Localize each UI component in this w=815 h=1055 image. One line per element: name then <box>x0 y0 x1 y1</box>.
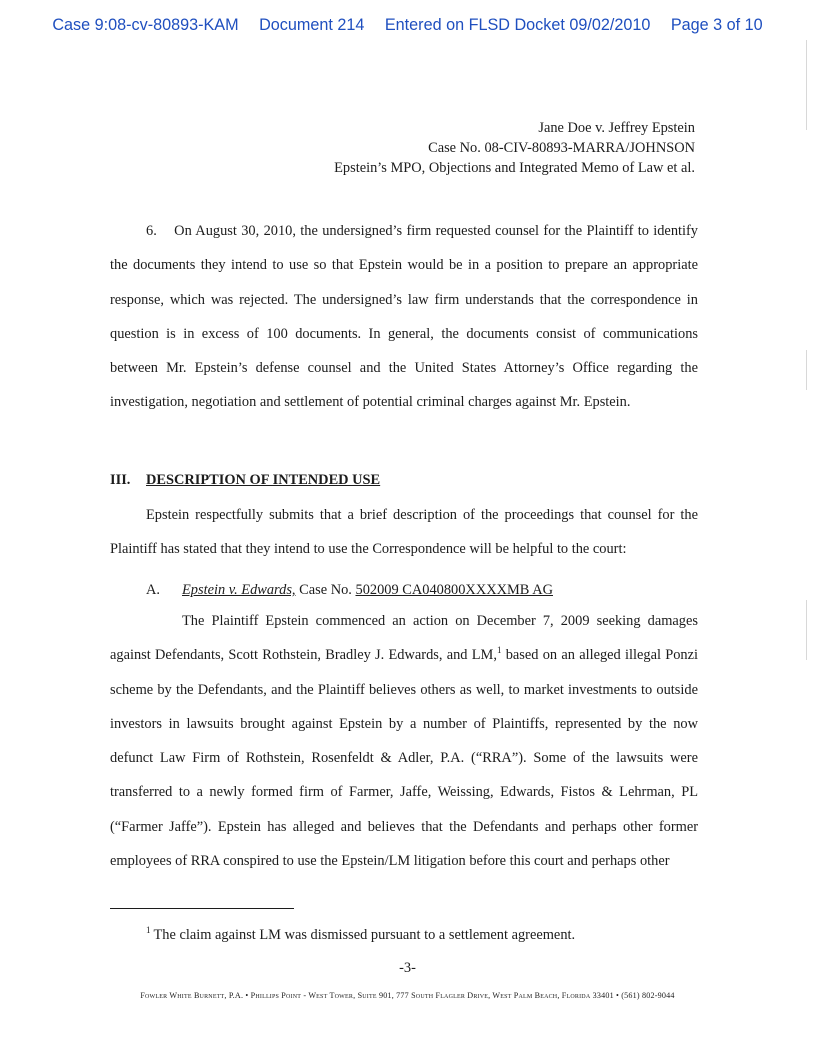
caption-document-title: Epstein’s MPO, Objections and Integrated Memo of Law et al. <box>334 160 695 176</box>
subsection-case-label: Case No. <box>299 582 352 598</box>
scan-edge-mark <box>806 600 807 660</box>
caption-case-number: Case No. 08-CIV-80893-MARRA/JOHNSON <box>428 140 695 156</box>
scan-edge-mark <box>806 350 807 390</box>
stamp-page: Page 3 of 10 <box>670 16 763 34</box>
subsection-letter: A. <box>146 582 160 598</box>
subsection-case-number: 502009 CA040800XXXXMB AG <box>355 582 553 598</box>
section-number: III. <box>110 472 131 488</box>
scan-edge-mark <box>806 40 807 130</box>
paragraph-6: 6. On August 30, 2010, the undersigned’s firm requested counsel for the Plaintiff to identify the documents they intend to use so that Epstein would be in a position to prepare an appropriate response, which was rejected. The undersigned’s law firm understands that the correspondence in question is in excess of 100 documents. In general, the documents consist of communications between Mr. Epstein’s defense counsel and the United States Attorney’s Office regarding the investigation, negotiation and settlement of potential criminal charges against Mr. Epstein. <box>110 223 698 411</box>
section-heading <box>110 463 698 497</box>
section-title: DESCRIPTION OF INTENDED USE <box>146 472 381 488</box>
subsection-case-name: Epstein v. Edwards, <box>182 582 296 598</box>
stamp-entered: Entered on FLSD Docket 09/02/2010 <box>384 16 651 34</box>
footnote-text: The claim against LM was dismissed pursuant to a settlement agreement. <box>153 926 576 943</box>
footnote-reference[interactable]: 1 <box>496 645 502 656</box>
caption-parties: Jane Doe v. Jeffrey Epstein <box>538 120 695 136</box>
paragraph-a-before-ref: The Plaintiff Epstein commenced an action on December 7, 2009 seeking damages against Defendants, Scott Rothstein, Bradley J. Edwards, and LM, <box>110 613 698 664</box>
docket-stamp <box>0 16 815 35</box>
firm-footer: Fowler White Burnett, P.A. • Phillips Point - West Tower, Suite 901, 777 South Flagler Drive, West Palm Beach, Florida 33401 • (561) 802-9044 <box>140 991 675 1000</box>
footnote <box>146 925 575 944</box>
case-caption <box>334 118 695 178</box>
footnote-number: 1 <box>146 925 151 935</box>
subsection-heading <box>146 573 706 607</box>
stamp-case: Case 9:08-cv-80893-KAM <box>52 16 239 34</box>
paragraph-a <box>110 604 698 878</box>
paragraph-a-text <box>110 604 698 878</box>
footnote-divider <box>110 908 294 909</box>
section-intro: Epstein respectfully submits that a brief description of the proceedings that counsel for the Plaintiff has stated that they intend to use the Correspondence will be helpful to the court: <box>110 507 698 558</box>
page-number: -3- <box>399 960 416 976</box>
stamp-document: Document 214 <box>259 16 365 34</box>
paragraph-a-after-ref: based on an alleged illegal Ponzi scheme by the Defendants, and the Plaintiff believes others as well, to market investments to outside investors in lawsuits brought against Epstein by a number of Plaintiffs, represented by the now defunct Law Firm of Rothstein, Rosenfeldt & Adler, P.A. (“RRA”). Some of the lawsuits were transferred to a newly formed firm of Farmer, Jaffe, Weissing, Edwards, Fistos & Lehrman, PL (“Farmer Jaffe”). Epstein has alleged and believes that the Defendants and perhaps other former employees of RRA conspired to use the Epstein/LM litigation before this court and perhaps other <box>110 647 698 870</box>
